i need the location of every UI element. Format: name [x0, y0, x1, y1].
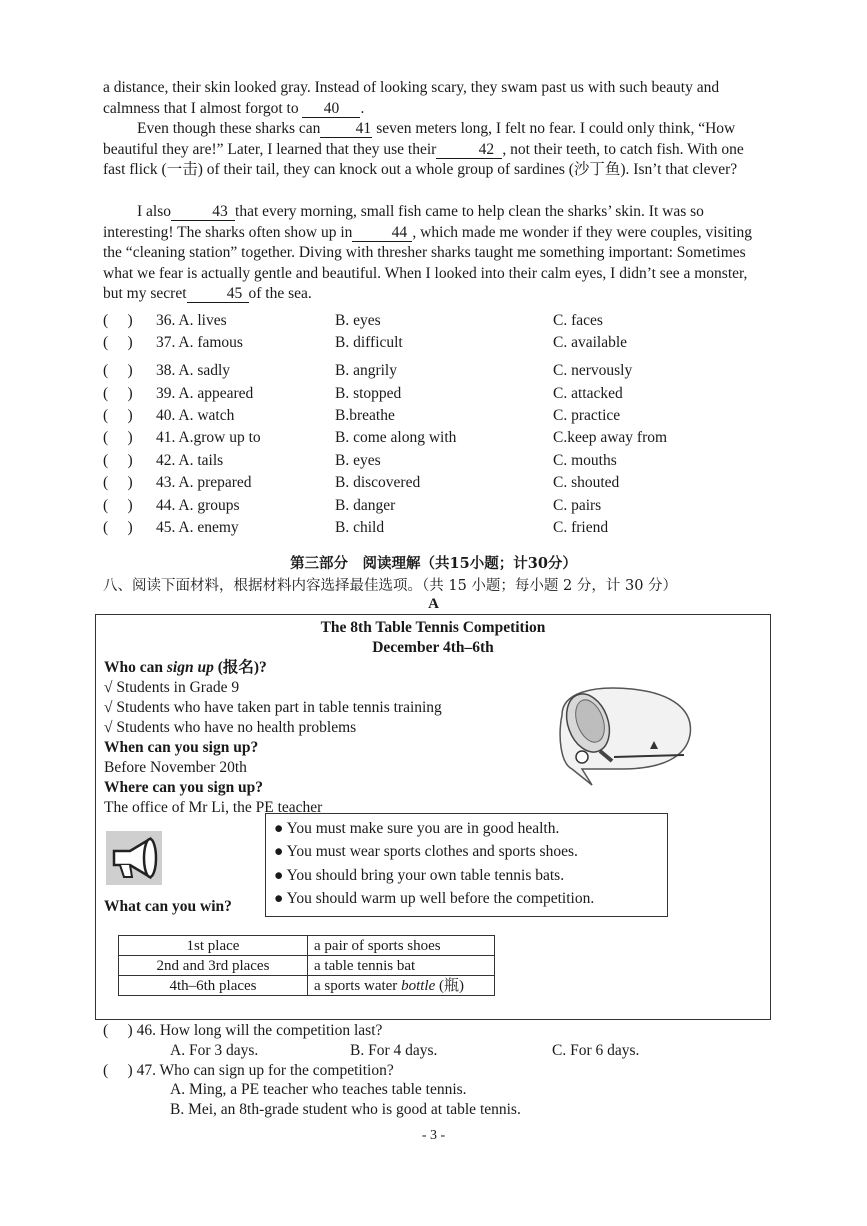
notice-title: The 8th Table Tennis Competition: [320, 619, 546, 636]
competition-notice: [95, 614, 771, 1020]
option-c[interactable]: C. pairs: [553, 497, 602, 514]
passage-text: that every morning, small fish came to help clean the sharks’ skin. It was so interesting! The sharks often show up in: [103, 203, 704, 241]
question-47: ( ) 47. Who can sign up for the competition?: [103, 1062, 394, 1079]
passage-text: , not their teeth, to catch fish. With one fast flick (一击) of their tail, they can knock out a whole group of sardines (沙丁鱼). Isn’t that clever?: [103, 140, 744, 178]
option-b[interactable]: B. child: [335, 519, 385, 536]
blank-42: 42: [436, 141, 502, 159]
rule-text: You must make sure you are in good health.: [286, 820, 560, 837]
who-item-3: √ Students who have no health problems: [104, 719, 357, 736]
option-a[interactable]: 45. A. enemy: [156, 519, 239, 536]
answer-paren[interactable]: ( ): [103, 407, 133, 424]
question-47-option-a[interactable]: A. Ming, a PE teacher who teaches table tennis.: [170, 1081, 467, 1098]
option-c[interactable]: C. shouted: [553, 474, 620, 491]
answer-paren[interactable]: ( ): [103, 452, 133, 469]
passage-text: .: [360, 99, 365, 117]
page-number: - 3 -: [421, 1128, 446, 1143]
option-row-44: [103, 495, 763, 517]
blank-43: 43: [171, 203, 235, 221]
answer-paren[interactable]: ( ): [103, 429, 133, 446]
prize-reward: a sports water bottle (瓶): [308, 976, 495, 996]
question-46-option-a[interactable]: A. For 3 days.: [170, 1042, 259, 1059]
option-c[interactable]: C. available: [553, 334, 628, 351]
option-a[interactable]: 37. A. famous: [156, 334, 243, 351]
option-b[interactable]: B. difficult: [335, 334, 403, 351]
answer-paren[interactable]: ( ): [103, 474, 133, 491]
option-row-43: [103, 472, 763, 494]
rule-text: You should bring your own table tennis bats.: [286, 867, 565, 884]
section-3-heading: 第三部分 阅读理解（共15小题；计30分）: [290, 555, 577, 572]
where-question: Where can you sign up?: [104, 779, 264, 796]
answer-paren[interactable]: ( ): [103, 519, 133, 536]
prize-reward: a pair of sports shoes: [308, 936, 495, 956]
option-a[interactable]: 42. A. tails: [156, 452, 224, 469]
passage-text: seven meters long, I felt no fear. I could only think, “How beautiful they are!” Later, I learned that they use their: [103, 120, 736, 158]
passage-text: of the sea.: [248, 285, 312, 302]
option-a[interactable]: 38. A. sadly: [156, 362, 231, 379]
option-a[interactable]: 43. A. prepared: [156, 474, 252, 491]
option-b[interactable]: B. angrily: [335, 362, 397, 379]
competition-rules-box: [265, 813, 668, 917]
passage-text: I also: [137, 203, 172, 220]
option-c[interactable]: C. faces: [553, 312, 603, 329]
table-row: [119, 956, 495, 976]
option-b[interactable]: B. eyes: [335, 452, 381, 469]
question-47-option-b[interactable]: B. Mei, an 8th-grade student who is good at table tennis.: [170, 1101, 521, 1118]
option-row-42: [103, 450, 763, 472]
table-row: [119, 936, 495, 956]
option-a[interactable]: 39. A. appeared: [156, 385, 254, 402]
option-c[interactable]: C. friend: [553, 519, 609, 536]
option-c[interactable]: C. practice: [553, 407, 621, 424]
question-46-option-c[interactable]: C. For 6 days.: [552, 1042, 640, 1059]
part-a-label: A: [428, 596, 439, 612]
option-c[interactable]: C.keep away from: [553, 429, 668, 446]
option-c[interactable]: C. mouths: [553, 452, 617, 469]
answer-paren[interactable]: ( ): [103, 312, 133, 329]
option-a[interactable]: 44. A. groups: [156, 497, 240, 514]
table-row: [119, 976, 495, 996]
option-b[interactable]: B. eyes: [335, 312, 381, 329]
option-b[interactable]: B. discovered: [335, 474, 421, 491]
passage-text: a distance, their skin looked gray. Instead of looking scary, they swam past us with such beauty and calmness that I almost forgot to: [103, 79, 720, 117]
prize-place: 1st place: [119, 936, 308, 956]
option-c[interactable]: C. attacked: [553, 385, 623, 402]
passage-text: , which made me wonder if they were couples, visiting the “cleaning station” together. Diving with thresher sharks taught me something important: Sometimes what we fear is actually gentle and beautiful. When I looked into their calm eyes, I didn’t see a monster, but my secret: [103, 223, 753, 302]
blank-41: 41: [320, 120, 372, 138]
table-tennis-bat-icon: [552, 685, 700, 795]
option-b[interactable]: B. stopped: [335, 385, 402, 402]
option-row-40: [103, 405, 763, 427]
when-answer: Before November 20th: [104, 759, 247, 776]
answer-paren[interactable]: ( ): [103, 334, 133, 351]
blank-40: 40: [302, 100, 360, 118]
option-row-38: [103, 360, 763, 382]
passage-paragraph-1: [103, 78, 768, 119]
answer-paren[interactable]: ( ): [103, 385, 133, 402]
rule-text: You should warm up well before the competition.: [286, 890, 595, 907]
win-question: What can you win?: [104, 898, 232, 915]
prize-table: [118, 935, 495, 996]
option-a[interactable]: 41. A.grow up to: [156, 429, 261, 446]
section-8-instructions: 八、阅读下面材料，根据材料内容选择最佳选项。（共 15 小题；每小题 2 分，计 30 分）: [103, 578, 678, 594]
option-b[interactable]: B. come along with: [335, 429, 457, 446]
prize-place: 4th–6th places: [119, 976, 308, 996]
passage-text: Even though these sharks can: [137, 120, 321, 137]
where-answer: The office of Mr Li, the PE teacher: [104, 799, 323, 816]
rule-item: ● You should warm up well before the competition.: [274, 890, 595, 907]
blank-45: 45: [187, 285, 249, 303]
rule-item: ● You must make sure you are in good health.: [274, 820, 560, 837]
blank-44: 44: [352, 224, 412, 242]
passage-paragraph-3: [103, 202, 768, 305]
answer-paren[interactable]: ( ): [103, 362, 133, 379]
megaphone-icon: [106, 831, 162, 885]
option-row-41: [103, 427, 763, 449]
rule-text: You must wear sports clothes and sports shoes.: [286, 843, 578, 860]
option-row-37: [103, 332, 763, 354]
option-a[interactable]: 40. A. watch: [156, 407, 235, 424]
option-b[interactable]: B.breathe: [335, 407, 395, 424]
passage-paragraph-2: [103, 119, 768, 181]
rule-item: ● You must wear sports clothes and sports shoes.: [274, 843, 578, 860]
option-row-45: [103, 517, 763, 539]
rule-item: ● You should bring your own table tennis bats.: [274, 867, 565, 884]
who-item-2: √ Students who have taken part in table tennis training: [104, 699, 442, 716]
option-row-39: [103, 383, 763, 405]
who-item-1: √ Students in Grade 9: [104, 679, 240, 696]
answer-paren[interactable]: ( ): [103, 497, 133, 514]
question-46-option-b[interactable]: B. For 4 days.: [350, 1042, 438, 1059]
option-a[interactable]: 36. A. lives: [156, 312, 227, 329]
question-46: ( ) 46. How long will the competition last?: [103, 1022, 383, 1039]
prize-place: 2nd and 3rd places: [119, 956, 308, 976]
option-b[interactable]: B. danger: [335, 497, 396, 514]
who-question: Who can sign up (报名)?: [104, 659, 267, 676]
option-c[interactable]: C. nervously: [553, 362, 633, 379]
prize-reward: a table tennis bat: [308, 956, 495, 976]
when-question: When can you sign up?: [104, 739, 259, 756]
notice-dates: December 4th–6th: [372, 639, 494, 656]
option-row-36: [103, 310, 763, 332]
